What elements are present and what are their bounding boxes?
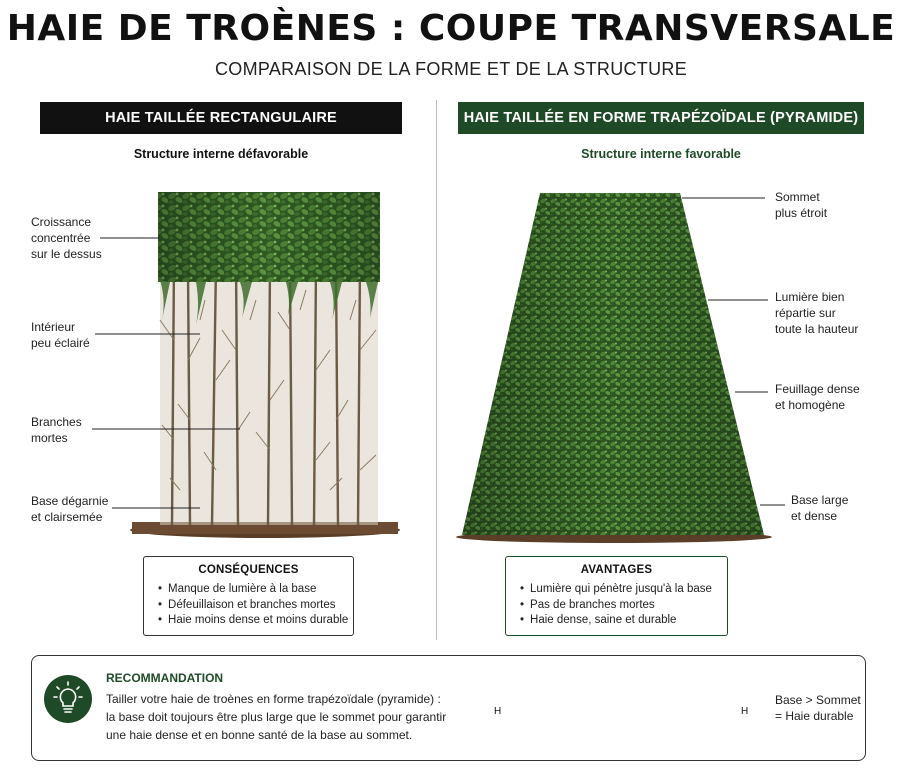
recommendation-title: RECOMMANDATION [106, 671, 224, 685]
recommendation-summary: Base > Sommet = Haie durable [775, 693, 861, 723]
consequences-title: CONSÉQUENCES [198, 564, 299, 576]
label-croissance: Croissance concentrée sur le dessus [31, 215, 102, 261]
label-base-large: Base large et dense [791, 493, 849, 523]
advantage-item: • Haie dense, saine et durable [520, 613, 727, 629]
advantages-title: AVANTAGES [580, 564, 653, 576]
recommendation-text: Tailler votre haie de troènes en forme trapézoïdale (pyramide) : la base doit toujours être plus large que le sommet pour garantir une haie dense et en bonne santé de la base au sommet. [106, 692, 447, 742]
consequences-box [143, 556, 354, 636]
height-label-left: H [494, 706, 502, 717]
advantages-box [505, 556, 728, 636]
consequence-item: • Défeuillaison et branches mortes [158, 598, 353, 614]
consequence-item: • Haie moins dense et moins durable [158, 613, 353, 629]
label-branches-mortes: Branches mortes [31, 415, 82, 445]
advantage-item: • Lumière qui pénètre jusqu'à la base [520, 582, 727, 598]
left-banner: HAIE TAILLÉE RECTANGULAIRE [40, 102, 402, 134]
label-feuillage: Feuillage dense et homogène [775, 382, 860, 412]
label-lumiere: Lumière bien répartie sur toute la hauteur [775, 290, 859, 336]
lightbulb-icon [44, 675, 92, 723]
page-title: HAIE DE TROÈNES : COUPE TRANSVERSALE [6, 8, 896, 49]
label-sommet: Sommet plus étroit [775, 190, 828, 220]
label-interieur: Intérieur peu éclairé [31, 320, 90, 350]
consequence-item: • Manque de lumière à la base [158, 582, 353, 598]
left-structure-label: Structure interne défavorable [133, 147, 309, 161]
page-subtitle: COMPARAISON DE LA FORME ET DE LA STRUCTURE [214, 59, 687, 79]
advantage-item: • Pas de branches mortes [520, 598, 727, 614]
height-label-right: H [741, 706, 749, 717]
right-structure-label: Structure interne favorable [581, 147, 741, 161]
right-banner: HAIE TAILLÉE EN FORME TRAPÉZOÏDALE (PYRAMIDE) [458, 102, 864, 134]
left-hedge-interior [160, 260, 378, 525]
label-base-degarnie: Base dégarnie et clairsemée [31, 494, 109, 524]
